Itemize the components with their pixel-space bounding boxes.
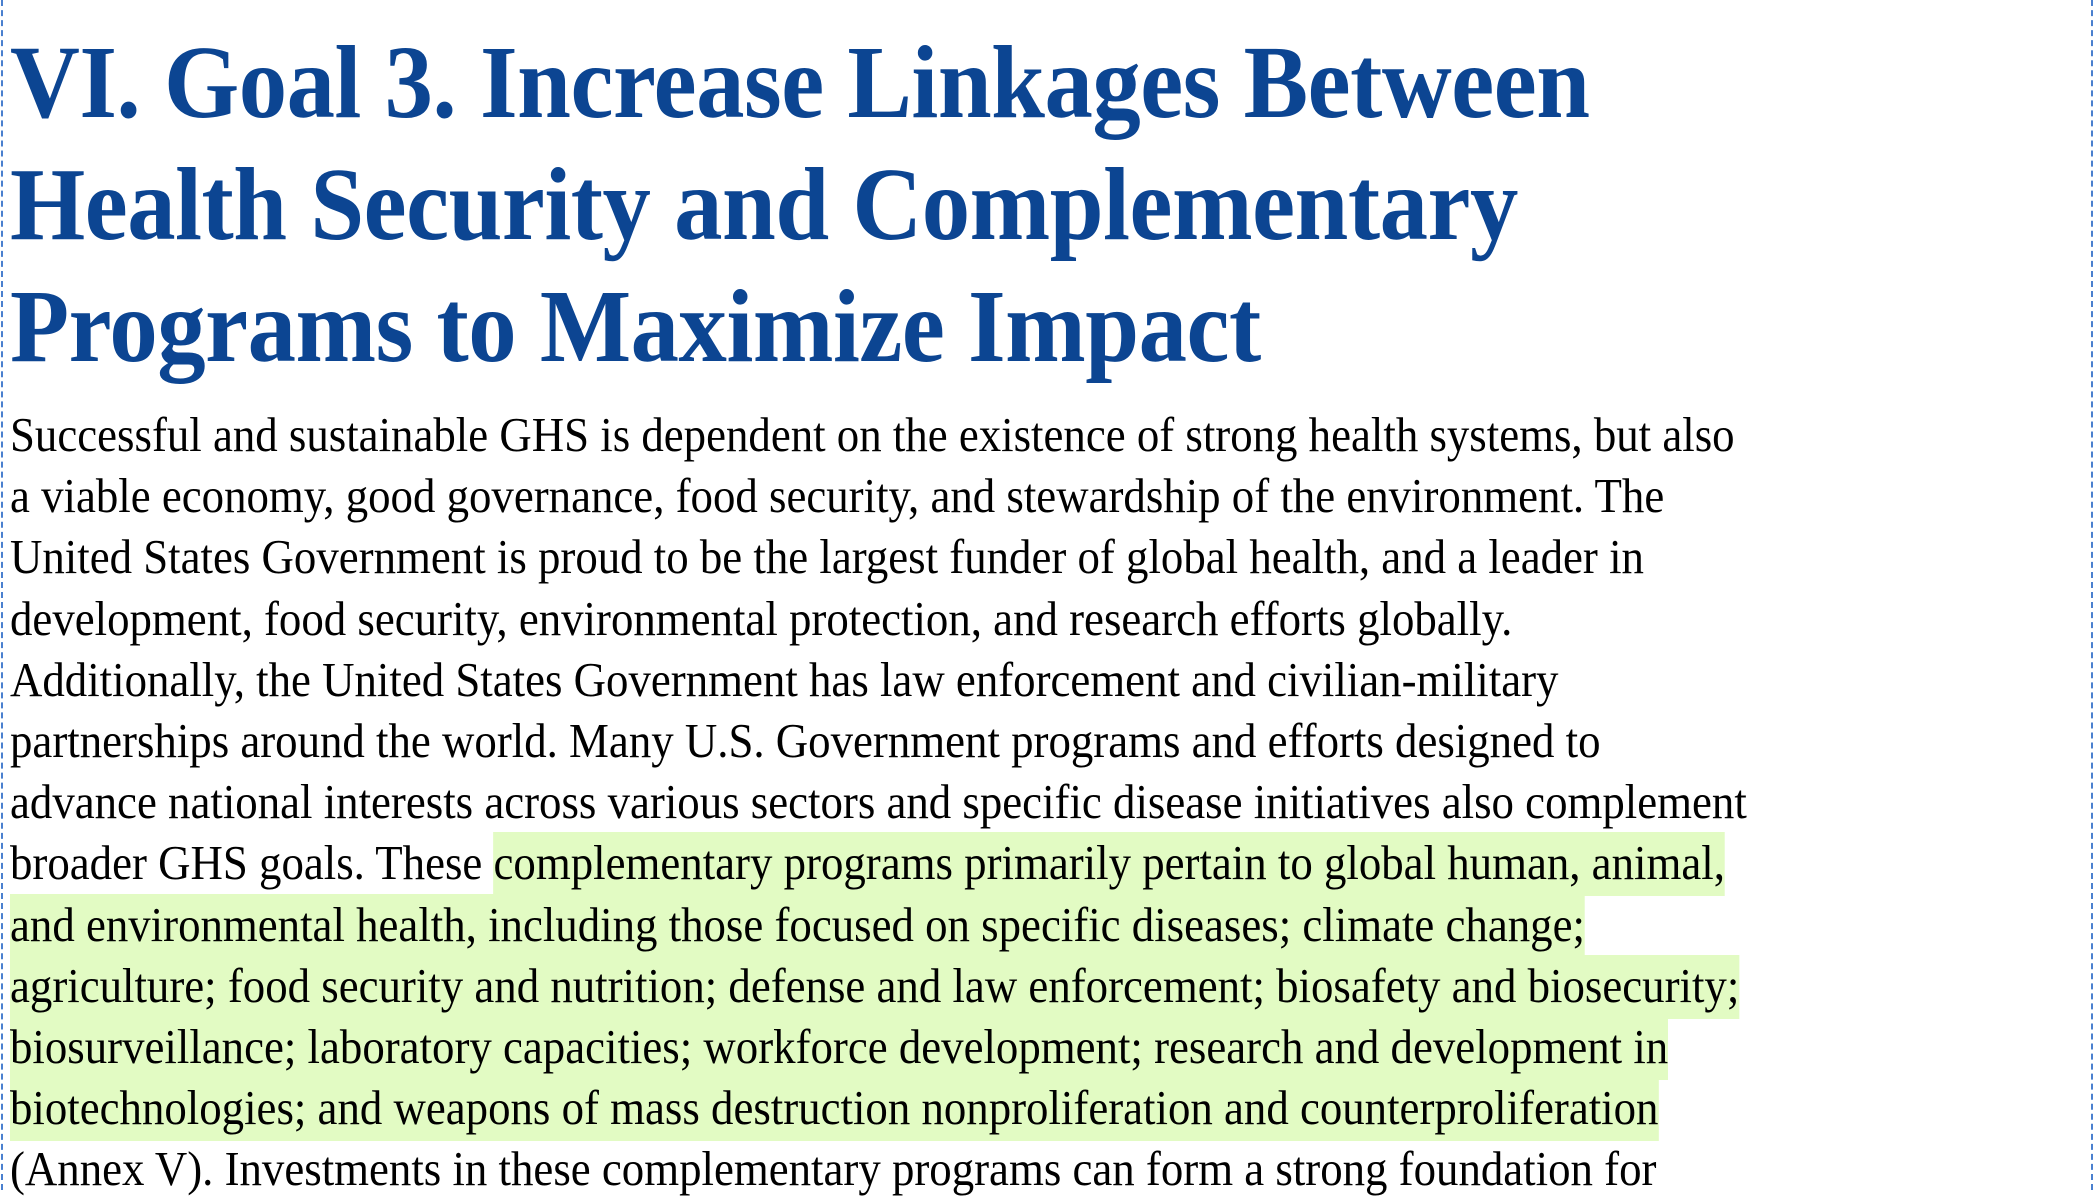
highlighted-text[interactable]: biosurveillance; laboratory capacities; workforce development; research and development in bbox=[10, 1016, 1668, 1080]
highlighted-text[interactable]: complementary programs primarily pertain to global human, animal, bbox=[494, 832, 1725, 896]
paragraph-line-9 bbox=[10, 894, 2100, 955]
paragraph-line-8 bbox=[10, 832, 2100, 893]
highlighted-text[interactable]: and environmental health, including those focused on specific diseases; climate change; bbox=[10, 894, 1585, 958]
plain-text: (Annex V). Investments in these complementary programs can form a strong foundation for bbox=[10, 1141, 1657, 1197]
plain-text: Successful and sustainable GHS is dependent on the existence of strong health systems, but also bbox=[10, 407, 1735, 462]
paragraph-line-4 bbox=[10, 588, 2100, 649]
paragraph-line-13 bbox=[10, 1138, 2100, 1199]
plain-text: broader GHS goals. These bbox=[10, 835, 494, 891]
section-title-line-3: Programs to Maximize Impact bbox=[10, 269, 1261, 384]
plain-text: Additionally, the United States Government has law enforcement and civilian-military bbox=[10, 651, 1559, 707]
paragraph-line-7 bbox=[10, 771, 2100, 832]
section-title-line-2: Health Security and Complementary bbox=[10, 147, 1518, 262]
paragraph-line-5 bbox=[10, 649, 2100, 710]
paragraph-line-1 bbox=[10, 404, 2100, 465]
plain-text: partnerships around the world. Many U.S. Government programs and efforts designed to bbox=[10, 712, 1601, 768]
body-paragraph bbox=[10, 404, 2100, 1199]
section-title-line-1: VI. Goal 3. Increase Linkages Between bbox=[10, 25, 1590, 140]
plain-text: United States Government is proud to be the largest funder of global health, and a leader in bbox=[10, 529, 1644, 585]
highlighted-text[interactable]: agriculture; food security and nutrition; defense and law enforcement; biosafety and biosecurity; bbox=[10, 955, 1739, 1019]
highlighted-text[interactable]: biotechnologies; and weapons of mass destruction nonproliferation and counterproliferation bbox=[10, 1077, 1658, 1141]
paragraph-line-11 bbox=[10, 1016, 2100, 1077]
section-title bbox=[10, 0, 1777, 388]
paragraph-line-3 bbox=[10, 526, 2100, 587]
paragraph-line-12 bbox=[10, 1077, 2100, 1138]
paragraph-line-6 bbox=[10, 710, 2100, 771]
document-page bbox=[10, 0, 2090, 1197]
paragraph-line-10 bbox=[10, 955, 2100, 1016]
plain-text: a viable economy, good governance, food security, and stewardship of the environment. The bbox=[10, 468, 1665, 524]
plain-text: advance national interests across various sectors and specific disease initiatives also complement bbox=[10, 774, 1747, 830]
plain-text: development, food security, environmental protection, and research efforts globally. bbox=[10, 590, 1513, 646]
paragraph-line-2 bbox=[10, 465, 2100, 526]
